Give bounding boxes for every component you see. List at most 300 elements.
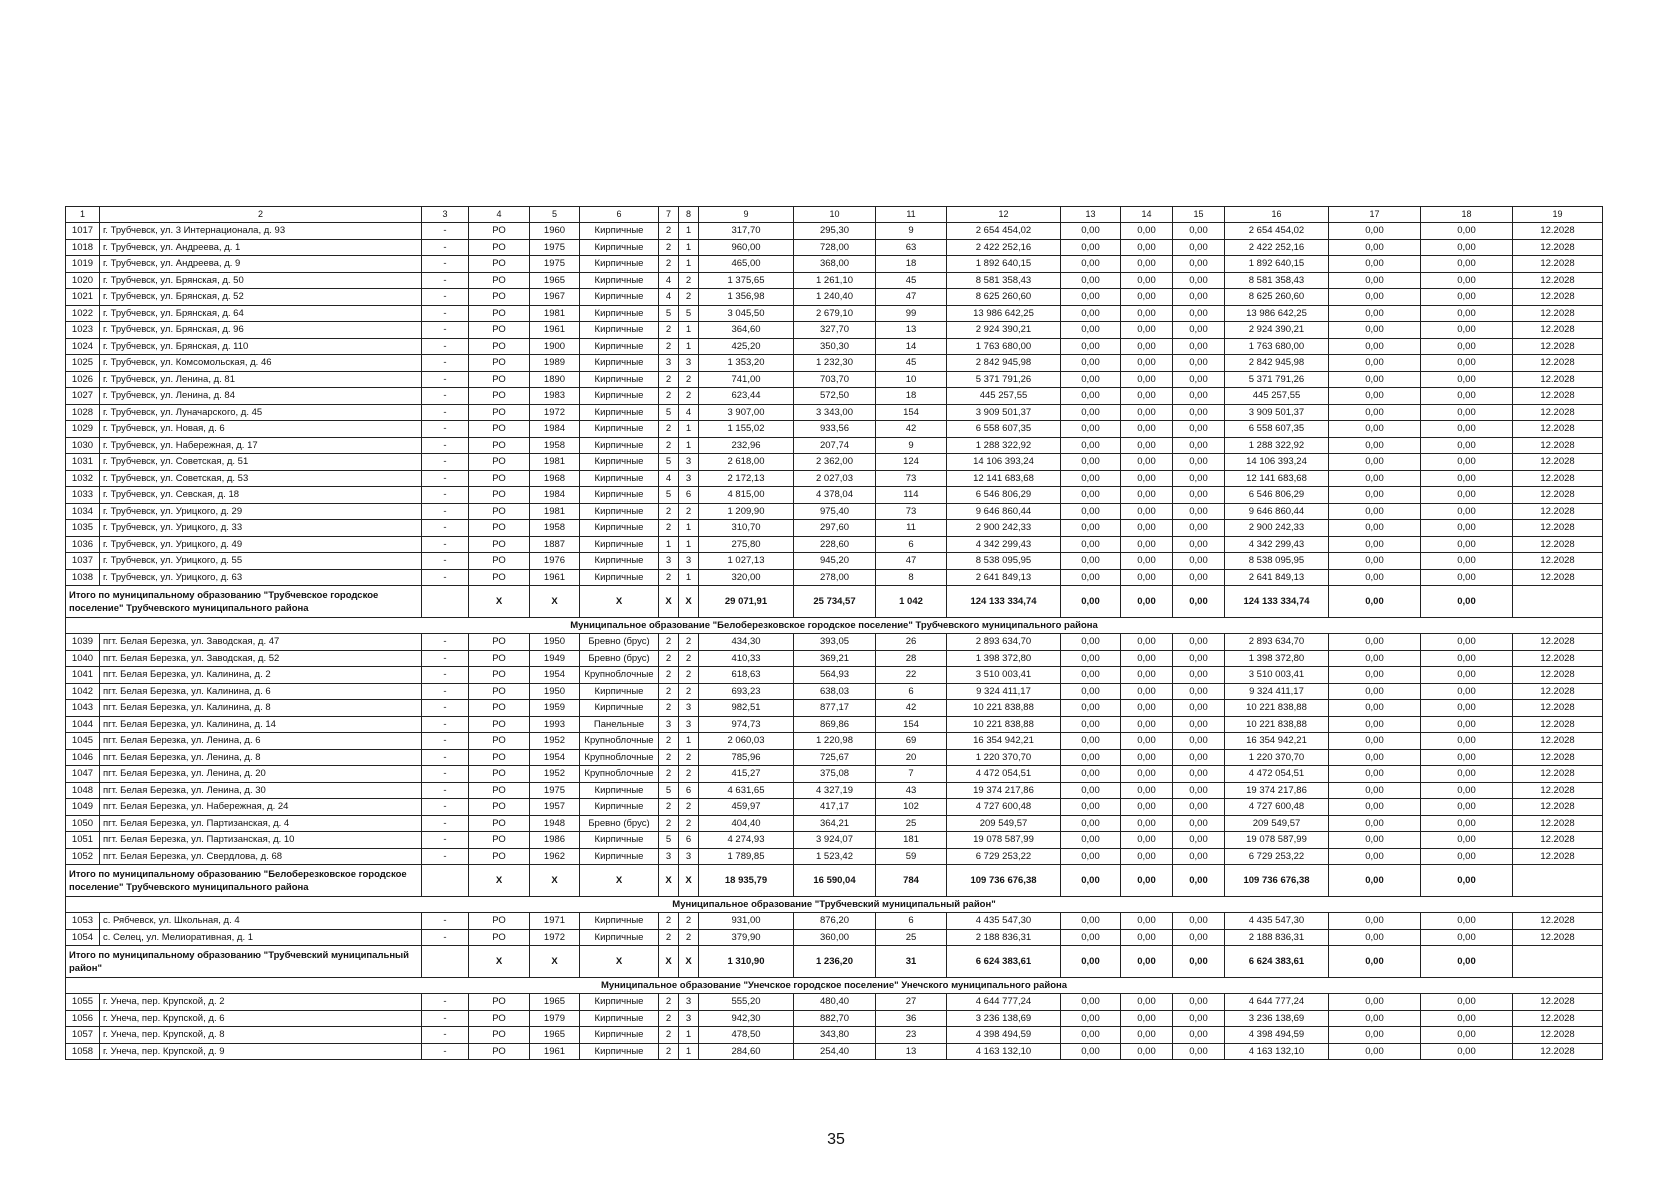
table-cell: 9 324 411,17 [947, 683, 1061, 700]
table-cell: Кирпичные [580, 289, 659, 306]
table-cell: 1 [679, 437, 699, 454]
table-cell: 3 [659, 355, 679, 372]
table-cell: 207,74 [794, 437, 876, 454]
table-cell: 6 [679, 782, 699, 799]
table-cell: 4 644 777,24 [1225, 994, 1329, 1011]
table-cell: 1 232,30 [794, 355, 876, 372]
total-row [66, 865, 1603, 897]
table-cell: Кирпичные [580, 404, 659, 421]
total-cell: Х [530, 586, 580, 618]
table-cell: 1 [659, 536, 679, 553]
table-cell: 8 581 358,43 [947, 272, 1061, 289]
table-cell: 3 924,07 [794, 832, 876, 849]
table-cell: 4 342 299,43 [947, 536, 1061, 553]
table-cell: 2 679,10 [794, 305, 876, 322]
table-cell: 0,00 [1121, 470, 1173, 487]
table-cell: 9 324 411,17 [1225, 683, 1329, 700]
table-cell: г. Трубчевск, ул. Советская, д. 51 [100, 454, 422, 471]
table-cell: 0,00 [1173, 289, 1225, 306]
table-cell: пгт. Белая Березка, ул. Ленина, д. 8 [100, 749, 422, 766]
column-number: 12 [947, 207, 1061, 223]
column-number: 14 [1121, 207, 1173, 223]
total-cell: 1 236,20 [794, 946, 876, 978]
total-cell: Х [580, 946, 659, 978]
table-cell: пгт. Белая Березка, ул. Ленина, д. 6 [100, 733, 422, 750]
table-cell: 1048 [66, 782, 100, 799]
table-cell: РО [469, 1027, 530, 1044]
table-row [66, 272, 1603, 289]
table-cell: 228,60 [794, 536, 876, 553]
table-cell: 0,00 [1121, 716, 1173, 733]
table-cell: 945,20 [794, 553, 876, 570]
table-cell: - [422, 848, 469, 865]
table-cell: 0,00 [1173, 700, 1225, 717]
table-cell: 9 [876, 437, 947, 454]
table-cell: 59 [876, 848, 947, 865]
table-cell: 0,00 [1421, 700, 1513, 717]
housing-register-table [65, 206, 1603, 1060]
table-cell: 209 549,57 [947, 815, 1061, 832]
table-cell: 0,00 [1173, 355, 1225, 372]
table-cell: 13 [876, 1043, 947, 1060]
table-cell: 12.2028 [1513, 338, 1603, 355]
total-cell: Х [659, 586, 679, 618]
table-cell: 12.2028 [1513, 553, 1603, 570]
table-cell: 12.2028 [1513, 815, 1603, 832]
table-cell: 12.2028 [1513, 667, 1603, 684]
column-number: 5 [530, 207, 580, 223]
table-cell: 154 [876, 404, 947, 421]
table-cell: 0,00 [1421, 289, 1513, 306]
table-cell: - [422, 388, 469, 405]
table-cell: 0,00 [1421, 929, 1513, 946]
table-cell: Кирпичные [580, 371, 659, 388]
total-cell: 0,00 [1421, 946, 1513, 978]
table-cell: 317,70 [699, 223, 794, 240]
table-cell: 0,00 [1061, 272, 1121, 289]
table-cell: 1 220,98 [794, 733, 876, 750]
table-cell: 18 [876, 388, 947, 405]
table-cell: 47 [876, 289, 947, 306]
table-cell: РО [469, 487, 530, 504]
table-cell: 12.2028 [1513, 1010, 1603, 1027]
table-cell: 0,00 [1329, 815, 1421, 832]
table-cell: - [422, 289, 469, 306]
table-cell: 415,27 [699, 766, 794, 783]
table-cell: 19 374 217,86 [947, 782, 1061, 799]
table-row [66, 749, 1603, 766]
table-cell: 0,00 [1421, 388, 1513, 405]
total-label: Итого по муниципальному образованию "Трубчевское городское поселение" Трубчевского муниципального района [66, 586, 422, 618]
table-cell: г. Трубчевск, ул. 3 Интернационала, д. 93 [100, 223, 422, 240]
table-cell: 876,20 [794, 913, 876, 930]
table-row [66, 536, 1603, 553]
table-cell: 364,21 [794, 815, 876, 832]
table-cell: РО [469, 437, 530, 454]
table-cell: 6 558 607,35 [1225, 421, 1329, 438]
table-cell: 0,00 [1173, 256, 1225, 273]
table-cell: 5 [659, 404, 679, 421]
table-cell: 0,00 [1121, 1010, 1173, 1027]
table-cell: 1 398 372,80 [947, 650, 1061, 667]
table-cell: 0,00 [1121, 454, 1173, 471]
table-cell: 0,00 [1061, 355, 1121, 372]
table-cell: г. Трубчевск, ул. Советская, д. 53 [100, 470, 422, 487]
table-cell: 0,00 [1173, 716, 1225, 733]
table-cell: 1 288 322,92 [1225, 437, 1329, 454]
table-row [66, 388, 1603, 405]
table-cell: 882,70 [794, 1010, 876, 1027]
table-cell: 25 [876, 929, 947, 946]
table-cell: 0,00 [1329, 305, 1421, 322]
total-cell: Х [530, 946, 580, 978]
table-cell: 0,00 [1421, 848, 1513, 865]
table-cell: 1 763 680,00 [947, 338, 1061, 355]
table-cell: Кирпичные [580, 848, 659, 865]
table-cell: 0,00 [1329, 782, 1421, 799]
table-cell: 2 654 454,02 [1225, 223, 1329, 240]
table-cell: - [422, 503, 469, 520]
table-cell: - [422, 322, 469, 339]
table-row [66, 667, 1603, 684]
table-cell: 1 220 370,70 [947, 749, 1061, 766]
table-cell: 0,00 [1061, 454, 1121, 471]
table-cell: 6 558 607,35 [947, 421, 1061, 438]
table-cell: РО [469, 536, 530, 553]
table-cell: 1022 [66, 305, 100, 322]
table-cell: 0,00 [1173, 1043, 1225, 1060]
table-cell: 0,00 [1421, 305, 1513, 322]
table-cell: 1 [679, 322, 699, 339]
table-row [66, 766, 1603, 783]
table-cell: 4 727 600,48 [947, 799, 1061, 816]
total-cell: 31 [876, 946, 947, 978]
table-cell: 1972 [530, 929, 580, 946]
table-cell: пгт. Белая Березка, ул. Заводская, д. 52 [100, 650, 422, 667]
table-cell: 2 [679, 388, 699, 405]
table-cell: 3 [679, 553, 699, 570]
table-cell: 8 625 260,60 [1225, 289, 1329, 306]
table-cell: 1 [679, 733, 699, 750]
table-cell: 0,00 [1061, 470, 1121, 487]
table-cell: 1961 [530, 1043, 580, 1060]
table-cell: 1056 [66, 1010, 100, 1027]
table-cell: 8 538 095,95 [1225, 553, 1329, 570]
table-cell: - [422, 355, 469, 372]
table-cell: 1958 [530, 520, 580, 537]
table-cell: 1 523,42 [794, 848, 876, 865]
table-row [66, 848, 1603, 865]
table-cell: 124 [876, 454, 947, 471]
table-cell: РО [469, 371, 530, 388]
table-row [66, 832, 1603, 849]
table-cell: Кирпичные [580, 487, 659, 504]
table-row [66, 256, 1603, 273]
table-cell: - [422, 239, 469, 256]
table-cell: 209 549,57 [1225, 815, 1329, 832]
total-cell: Х [679, 586, 699, 618]
table-cell: 942,30 [699, 1010, 794, 1027]
table-cell: 7 [876, 766, 947, 783]
table-cell: 0,00 [1061, 421, 1121, 438]
table-row [66, 1043, 1603, 1060]
table-cell: 0,00 [1421, 272, 1513, 289]
table-cell: г. Трубчевск, ул. Андреева, д. 9 [100, 256, 422, 273]
total-cell: 0,00 [1421, 865, 1513, 897]
table-cell: 12.2028 [1513, 749, 1603, 766]
table-cell: 0,00 [1061, 223, 1121, 240]
table-cell: Кирпичные [580, 994, 659, 1011]
table-cell: Бревно (брус) [580, 650, 659, 667]
table-cell: 2 422 252,16 [947, 239, 1061, 256]
total-cell: 0,00 [1061, 586, 1121, 618]
table-cell: Кирпичные [580, 239, 659, 256]
table-cell: 1981 [530, 454, 580, 471]
table-cell: с. Рябчевск, ул. Школьная, д. 4 [100, 913, 422, 930]
table-cell: 2 [679, 799, 699, 816]
table-row [66, 1027, 1603, 1044]
table-row [66, 569, 1603, 586]
table-cell: 0,00 [1121, 848, 1173, 865]
table-cell: - [422, 815, 469, 832]
table-cell: 0,00 [1173, 305, 1225, 322]
table-cell: 8 581 358,43 [1225, 272, 1329, 289]
table-cell: 2 [659, 1010, 679, 1027]
column-number: 19 [1513, 207, 1603, 223]
table-cell: 2 924 390,21 [947, 322, 1061, 339]
table-cell: 3 045,50 [699, 305, 794, 322]
table-cell: 12.2028 [1513, 1027, 1603, 1044]
table-cell: г. Трубчевск, ул. Ленина, д. 81 [100, 371, 422, 388]
table-cell: РО [469, 929, 530, 946]
table-cell: 12.2028 [1513, 848, 1603, 865]
table-cell: 0,00 [1061, 520, 1121, 537]
table-cell: 0,00 [1173, 487, 1225, 504]
table-cell: 0,00 [1121, 272, 1173, 289]
table-cell: 0,00 [1121, 223, 1173, 240]
table-cell: 0,00 [1421, 634, 1513, 651]
table-cell: 25 [876, 815, 947, 832]
table-cell: 0,00 [1121, 388, 1173, 405]
table-cell: 0,00 [1061, 733, 1121, 750]
table-cell: г. Трубчевск, ул. Брянская, д. 64 [100, 305, 422, 322]
table-cell: 1961 [530, 322, 580, 339]
table-cell: 434,30 [699, 634, 794, 651]
table-cell: 3 [679, 470, 699, 487]
table-cell: 0,00 [1121, 634, 1173, 651]
table-cell: 6 [876, 683, 947, 700]
table-cell: 1026 [66, 371, 100, 388]
table-cell: 1041 [66, 667, 100, 684]
table-cell: 0,00 [1173, 749, 1225, 766]
total-cell: 0,00 [1173, 946, 1225, 978]
table-cell: 0,00 [1061, 832, 1121, 849]
table-cell: Кирпичные [580, 700, 659, 717]
table-cell: 2 [659, 733, 679, 750]
table-cell: 0,00 [1121, 700, 1173, 717]
table-cell: 12.2028 [1513, 421, 1603, 438]
total-cell: 0,00 [1173, 865, 1225, 897]
table-cell: 1989 [530, 355, 580, 372]
table-cell: 9 [876, 223, 947, 240]
table-row [66, 322, 1603, 339]
table-cell: 2 422 252,16 [1225, 239, 1329, 256]
table-cell: 2 [679, 650, 699, 667]
table-row [66, 733, 1603, 750]
table-cell: 3 [659, 553, 679, 570]
table-cell: 4 398 494,59 [947, 1027, 1061, 1044]
table-cell: 0,00 [1061, 815, 1121, 832]
total-cell: Х [679, 865, 699, 897]
table-cell: 2 893 634,70 [1225, 634, 1329, 651]
table-cell: 1986 [530, 832, 580, 849]
table-row [66, 305, 1603, 322]
table-cell: 12.2028 [1513, 536, 1603, 553]
table-row [66, 371, 1603, 388]
total-label: Итого по муниципальному образованию "Трубчевский муниципальный район" [66, 946, 422, 978]
table-cell: РО [469, 388, 530, 405]
table-cell: 278,00 [794, 569, 876, 586]
table-cell: 12.2028 [1513, 470, 1603, 487]
table-row [66, 929, 1603, 946]
table-cell: 0,00 [1421, 1043, 1513, 1060]
table-cell: - [422, 1043, 469, 1060]
table-cell: РО [469, 239, 530, 256]
table-cell: РО [469, 913, 530, 930]
table-cell: Крупноблочные [580, 766, 659, 783]
table-cell: г. Трубчевск, ул. Комсомольская, д. 46 [100, 355, 422, 372]
table-cell: г. Трубчевск, ул. Брянская, д. 52 [100, 289, 422, 306]
table-cell: 1981 [530, 503, 580, 520]
table-cell: 0,00 [1329, 503, 1421, 520]
table-cell: 4 727 600,48 [1225, 799, 1329, 816]
table-cell: 0,00 [1329, 487, 1421, 504]
column-number: 2 [100, 207, 422, 223]
table-cell: 1949 [530, 650, 580, 667]
table-cell: 0,00 [1329, 733, 1421, 750]
table-cell: 0,00 [1421, 437, 1513, 454]
table-cell: 43 [876, 782, 947, 799]
table-cell: 445 257,55 [1225, 388, 1329, 405]
table-cell: 2 924 390,21 [1225, 322, 1329, 339]
table-cell: 350,30 [794, 338, 876, 355]
table-cell: 45 [876, 272, 947, 289]
table-cell: 1054 [66, 929, 100, 946]
table-cell: - [422, 733, 469, 750]
table-cell: 933,56 [794, 421, 876, 438]
table-cell: 0,00 [1421, 1010, 1513, 1027]
table-cell: РО [469, 815, 530, 832]
table-cell: 0,00 [1121, 929, 1173, 946]
table-cell: 0,00 [1121, 733, 1173, 750]
table-cell: Кирпичные [580, 799, 659, 816]
table-cell: 0,00 [1329, 355, 1421, 372]
table-cell: 2 [679, 749, 699, 766]
table-cell: 1033 [66, 487, 100, 504]
table-cell: 0,00 [1421, 1027, 1513, 1044]
table-cell: 0,00 [1329, 338, 1421, 355]
table-cell: 2 654 454,02 [947, 223, 1061, 240]
table-cell: 0,00 [1421, 421, 1513, 438]
table-cell: 1031 [66, 454, 100, 471]
table-cell: 2 641 849,13 [1225, 569, 1329, 586]
table-cell: 0,00 [1173, 1010, 1225, 1027]
table-row [66, 650, 1603, 667]
table-cell: РО [469, 223, 530, 240]
table-cell: г. Трубчевск, ул. Андреева, д. 1 [100, 239, 422, 256]
table-cell: - [422, 553, 469, 570]
table-cell: 8 538 095,95 [947, 553, 1061, 570]
table-cell: 0,00 [1421, 733, 1513, 750]
table-cell: Кирпичные [580, 322, 659, 339]
table-cell: 1 356,98 [699, 289, 794, 306]
table-cell: 2 [679, 766, 699, 783]
table-cell: 0,00 [1121, 239, 1173, 256]
total-cell: 109 736 676,38 [947, 865, 1061, 897]
table-cell: 0,00 [1173, 223, 1225, 240]
table-cell: 0,00 [1061, 913, 1121, 930]
table-cell: 0,00 [1173, 1027, 1225, 1044]
table-cell: 0,00 [1121, 520, 1173, 537]
table-cell: 12.2028 [1513, 454, 1603, 471]
table-cell: 1962 [530, 848, 580, 865]
total-cell [1513, 865, 1603, 897]
table-cell: г. Унеча, пер. Крупской, д. 2 [100, 994, 422, 1011]
table-cell: 0,00 [1329, 683, 1421, 700]
column-number: 10 [794, 207, 876, 223]
table-cell: РО [469, 322, 530, 339]
table-cell: РО [469, 569, 530, 586]
table-cell: 12.2028 [1513, 683, 1603, 700]
table-cell: 6 546 806,29 [1225, 487, 1329, 504]
table-cell: - [422, 913, 469, 930]
column-number: 16 [1225, 207, 1329, 223]
table-cell: Кирпичные [580, 223, 659, 240]
table-cell: 725,67 [794, 749, 876, 766]
table-cell: 1 [679, 338, 699, 355]
table-cell: 5 371 791,26 [1225, 371, 1329, 388]
column-number: 17 [1329, 207, 1421, 223]
table-cell: 0,00 [1061, 338, 1121, 355]
table-cell: 1042 [66, 683, 100, 700]
table-cell: 0,00 [1329, 553, 1421, 570]
table-cell: 703,70 [794, 371, 876, 388]
table-cell: 1 [679, 1027, 699, 1044]
table-cell: 1984 [530, 487, 580, 504]
total-label: Итого по муниципальному образованию "Белоберезковское городское поселение" Трубчевского муниципального района [66, 865, 422, 897]
table-cell: 0,00 [1329, 832, 1421, 849]
table-cell: 0,00 [1061, 322, 1121, 339]
table-cell: - [422, 437, 469, 454]
table-cell: 19 374 217,86 [1225, 782, 1329, 799]
table-cell: 0,00 [1329, 388, 1421, 405]
table-cell: Кирпичные [580, 913, 659, 930]
table-cell: 0,00 [1329, 1010, 1421, 1027]
table-cell: 1 [679, 223, 699, 240]
table-cell: 480,40 [794, 994, 876, 1011]
table-cell: 10 221 838,88 [947, 700, 1061, 717]
table-cell: 4 472 054,51 [947, 766, 1061, 783]
table-cell: 0,00 [1061, 766, 1121, 783]
table-cell: 12.2028 [1513, 503, 1603, 520]
total-cell [422, 946, 469, 978]
table-cell: 0,00 [1121, 256, 1173, 273]
table-cell: 0,00 [1061, 569, 1121, 586]
table-cell: 1950 [530, 634, 580, 651]
table-cell: 1019 [66, 256, 100, 273]
table-cell: 1965 [530, 272, 580, 289]
table-cell: 12.2028 [1513, 733, 1603, 750]
